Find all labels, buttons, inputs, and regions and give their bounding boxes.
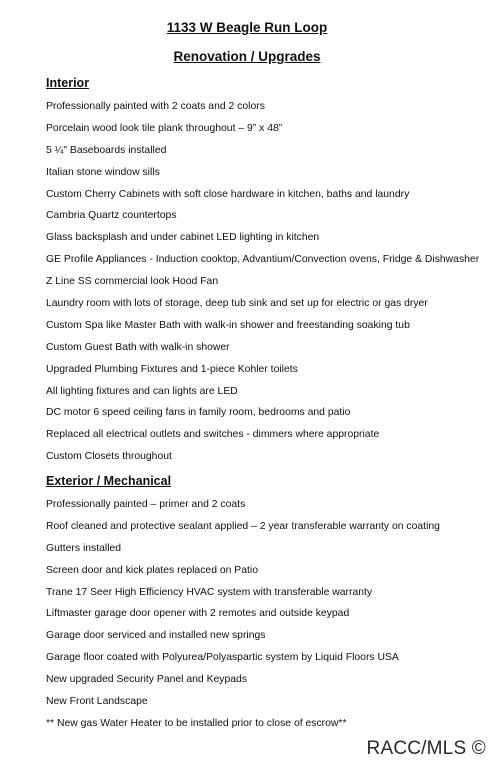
list-item: Gutters installed xyxy=(46,542,122,554)
list-item: New upgraded Security Panel and Keypads xyxy=(46,674,248,686)
list-item: Roof cleaned and protective sealant applied – 2 year transferable warranty on coating xyxy=(46,520,440,532)
list-item: ** New gas Water Heater to be installed prior to close of escrow** xyxy=(46,717,347,729)
mls-watermark: RACC/MLS © xyxy=(366,738,486,759)
list-item: All lighting fixtures and can lights are LED xyxy=(46,385,238,397)
list-item: Replaced all electrical outlets and switches - dimmers where appropriate xyxy=(46,429,380,441)
list-item: Trane 17 Seer High Efficiency HVAC system with transferable warranty xyxy=(46,586,373,598)
list-item: Custom Cherry Cabinets with soft close hardware in kitchen, baths and laundry xyxy=(46,188,410,200)
list-item: Italian stone window sills xyxy=(46,166,160,178)
list-item: Porcelain wood look tile plank throughout – 9” x 48” xyxy=(46,122,283,134)
list-item: 5 ¼" Baseboards installed xyxy=(46,144,167,156)
list-item: Professionally painted with 2 coats and 2 colors xyxy=(46,101,265,112)
list-item: Custom Spa like Master Bath with walk-in shower and freestanding soaking tub xyxy=(46,319,410,331)
list-item: Liftmaster garage door opener with 2 remotes and outside keypad xyxy=(46,608,350,620)
exterior-list xyxy=(46,497,440,738)
list-item: Custom Guest Bath with walk-in shower xyxy=(46,341,230,353)
list-item: DC motor 6 speed ceiling fans in family room, bedrooms and patio xyxy=(46,407,351,419)
list-item: Z Line SS commercial look Hood Fan xyxy=(46,276,219,288)
document-title: 1133 W Beagle Run Loop xyxy=(166,20,328,35)
list-item: Screen door and kick plates replaced on Patio xyxy=(46,564,258,576)
list-item: Garage floor coated with Polyurea/Polyaspartic system by Liquid Floors USA xyxy=(46,652,399,664)
list-item: Glass backsplash and under cabinet LED lighting in kitchen xyxy=(46,232,320,244)
list-item: Laundry room with lots of storage, deep tub sink and set up for electric or gas dryer xyxy=(46,298,428,310)
list-item: Garage door serviced and installed new springs xyxy=(46,630,266,642)
list-item: GE Profile Appliances - Induction cooktop, Advantium/Convection ovens, Fridge & Dishwasher xyxy=(46,254,480,266)
exterior-heading: Exterior / Mechanical xyxy=(46,474,172,488)
interior-list xyxy=(46,99,479,471)
list-item: Upgraded Plumbing Fixtures and 1-piece Kohler toilets xyxy=(46,363,298,375)
list-item: Custom Closets throughout xyxy=(46,451,172,463)
list-item: Professionally painted – primer and 2 coats xyxy=(46,499,246,510)
document-subtitle: Renovation / Upgrades xyxy=(173,49,321,64)
interior-heading: Interior xyxy=(46,76,90,90)
list-item: Cambria Quartz countertops xyxy=(46,210,177,222)
list-item: New Front Landscape xyxy=(46,696,148,708)
